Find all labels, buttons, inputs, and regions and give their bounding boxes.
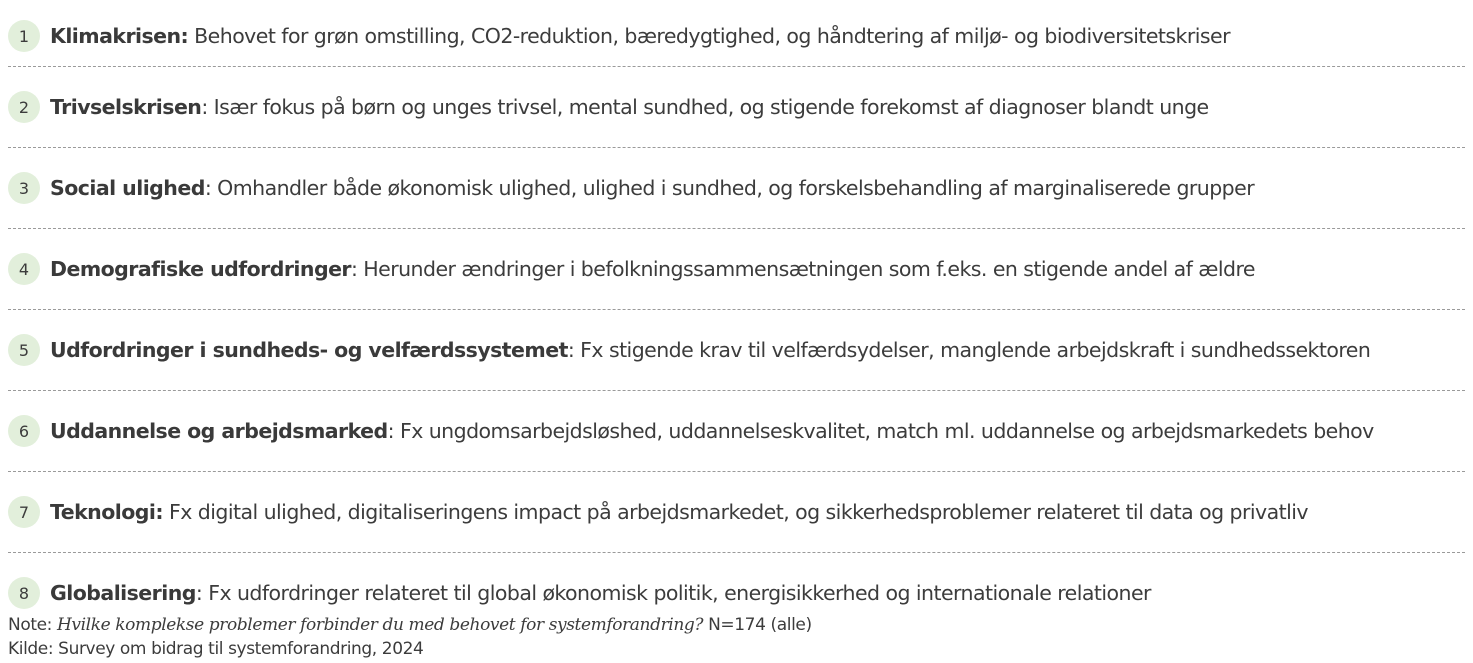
number-badge: 2 xyxy=(8,91,40,123)
item-term: Social ulighed xyxy=(50,176,205,200)
item-description: : Fx udfordringer relateret til global økonomisk politik, energisikkerhed og internationale relationer xyxy=(195,581,1151,605)
item-text xyxy=(50,24,1230,48)
note-question: Hvilke komplekse problemer forbinder du med behovet for systemforandring? xyxy=(56,615,704,635)
item-description: : Fx ungdomsarbejdsløshed, uddannelseskvalitet, match ml. uddannelse og arbejdsmarkedets behov xyxy=(387,419,1374,443)
number-badge: 3 xyxy=(8,172,40,204)
list-item xyxy=(8,6,1465,66)
item-term: Globalisering xyxy=(50,581,196,605)
footer-notes xyxy=(8,613,812,661)
item-description: : Omhandler både økonomisk ulighed, ulighed i sundhed, og forskelsbehandling af marginaliserede grupper xyxy=(204,176,1255,200)
list-item xyxy=(8,573,1465,613)
item-text xyxy=(50,176,1254,200)
number-badge: 8 xyxy=(8,577,40,609)
list-item xyxy=(8,330,1465,370)
item-term: Trivselskrisen xyxy=(50,95,202,119)
item-text xyxy=(50,338,1370,362)
list-item xyxy=(8,168,1465,208)
item-description: : Herunder ændringer i befolkningssammensætningen som f.eks. en stigende andel af ældre xyxy=(350,257,1255,281)
item-term: Demografiske udfordringer xyxy=(50,257,351,281)
number-badge: 4 xyxy=(8,253,40,285)
item-term: Klimakrisen: xyxy=(50,24,189,48)
number-badge: 6 xyxy=(8,415,40,447)
item-text xyxy=(50,500,1308,524)
item-text xyxy=(50,581,1151,605)
item-term: Uddannelse og arbejdsmarked xyxy=(50,419,388,443)
item-term: Udfordringer i sundheds- og velfærdssystemet xyxy=(50,338,568,362)
item-text xyxy=(50,257,1255,281)
item-description: : Fx stigende krav til velfærdsydelser, manglende arbejdskraft i sundhedssektoren xyxy=(567,338,1371,362)
list-item xyxy=(8,249,1465,289)
list-item xyxy=(8,492,1465,532)
number-badge: 7 xyxy=(8,496,40,528)
note-line xyxy=(8,613,812,637)
number-badge: 1 xyxy=(8,20,40,52)
list-item xyxy=(8,411,1465,451)
item-text xyxy=(50,95,1209,119)
note-suffix: N=174 (alle) xyxy=(703,615,812,635)
problem-list xyxy=(8,6,1465,613)
source-line: Kilde: Survey om bidrag til systemforandring, 2024 xyxy=(8,639,424,659)
item-description: Behovet for grøn omstilling, CO2-reduktion, bæredygtighed, og håndtering af miljø- og biodiversitetskriser xyxy=(188,24,1230,48)
item-description: Fx digital ulighed, digitaliseringens impact på arbejdsmarkedet, og sikkerhedsproblemer relateret til data og privatliv xyxy=(163,500,1308,524)
number-badge: 5 xyxy=(8,334,40,366)
list-item xyxy=(8,87,1465,127)
note-label: Note: xyxy=(8,615,57,635)
item-text xyxy=(50,419,1374,443)
item-term: Teknologi: xyxy=(50,500,163,524)
item-description: : Især fokus på børn og unges trivsel, mental sundhed, og stigende forekomst af diagnoser blandt unge xyxy=(201,95,1209,119)
